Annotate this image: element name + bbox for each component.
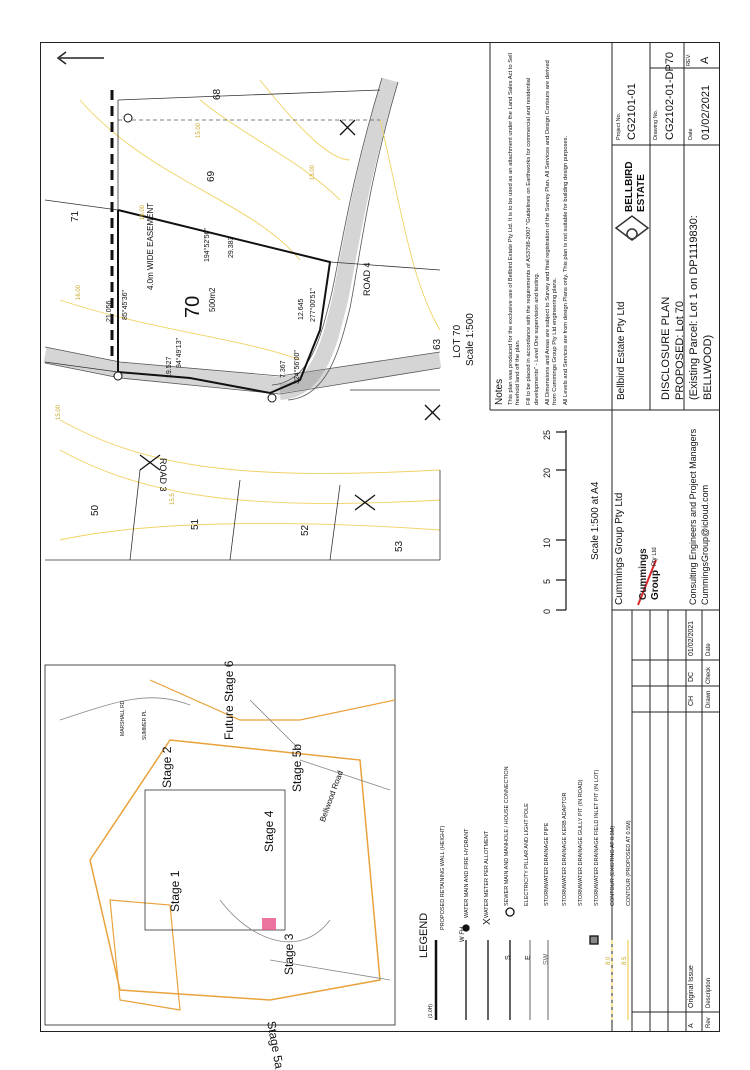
contour-label-5: 15.5 [170,493,176,505]
legend-symbol-4: S [505,955,512,960]
stage-5a-label: Stage 5a [264,1020,287,1070]
notes-heading: Notes [494,378,505,405]
plan-title: DISCLOSURE PLAN [660,296,672,400]
locality-plan [45,665,395,1025]
rev-row-date: 01/02/2021 [688,620,695,656]
dim-21-056: 21.056 [106,300,113,322]
scale-bar [556,430,566,610]
legend-title: LEGEND [418,912,430,958]
company-desc: Consulting Engineers and Project Managers [688,428,698,605]
legend-item-1: PROPOSED RETAINING WALL (HEIGHT) [440,825,446,930]
contour-label-3: 16.00 [140,204,146,220]
lot-63: 63 [432,338,443,350]
bellbird-logo-text-2: ESTATE [636,174,647,212]
company-logo-line2: Group [650,570,661,600]
note-3: All Dimensions and Areas are subject to Survey and final registration of the Survey Plan. All Services and Design Contours are derived from Cummings Group Pty Ltd engineering plans. [544,60,559,405]
scale-caption: Scale 1:500 at A4 [590,481,601,560]
rev-row-drawn: CH [688,695,695,706]
north-arrow-icon [58,52,104,64]
lot-scale: Scale 1:500 [465,313,476,366]
project-no: CG2101-01 [626,83,638,140]
scale-tick-0: 0 [542,608,552,614]
dim-bearing-3: 277°00'51" [310,288,317,322]
road-summer: SUMMER PL [142,710,148,740]
rev-row-desc: Original Issue [688,965,695,1008]
rev-value: A [699,56,711,64]
dim-bearing-2: 194°52'56" [204,228,211,262]
legend-item-9: STORMWATER DRAINAGE FIELD INLET PIT (IN LOT) [594,769,600,906]
dim-bearing-5: 94°49'13" [176,338,183,368]
dim-29-383: 29.383 [228,236,235,258]
easement-label: 4.0m WIDE EASEMENT [146,202,155,290]
notes-body [508,50,571,405]
stage-6-label: Future Stage 6 [222,660,236,740]
lot-68: 68 [212,88,223,100]
stage-5b-label: Stage 5b [290,743,304,792]
lot-51: 51 [190,518,201,530]
lot-title: LOT 70 [452,324,463,358]
legend-item-3: WATER METER PER ALLOTMENT [484,830,490,918]
company-name: Cummings Group Pty Ltd [614,492,625,605]
rev-row-check: DC [688,671,695,682]
lot-70-highlight [262,918,276,930]
client-name: Bellbird Estate Pty Ltd [616,301,627,400]
road-bellwood: Bellwood Road [318,769,345,824]
note-2: Fill to be placed in accordance with the requirements of AS3798-2007 "Guidelines on Earthworks for commercial and residential developments" - Level One supervision and testing. [526,77,540,405]
note-4: All Levels and Services are from design Plans only. This plan is not suitable for building design purposes. [563,135,570,405]
contour-label-1: 15.00 [196,122,202,138]
drawing-no-label: Drawing No. [653,109,659,140]
legend-item-8: STORMWATER DRAINAGE GULLY PIT (IN ROAD) [578,779,584,906]
stage-4-label: Stage 4 [262,810,276,852]
bellbird-logo-text-1: BELLBIRD [624,161,635,212]
rev-row-rev: A [688,1023,695,1028]
legend-item-11: CONTOUR (PROPOSED AT 0.5M) [626,820,632,906]
road-marshall: MARSHALL RD [120,700,126,736]
company-logo-line3: Pty Ltd [652,547,658,566]
legend-symbol-2: W FH [460,926,466,942]
scale-tick-5: 5 [542,578,552,584]
legend-item-10: CONTOUR (EXISTING AT 0.5M) [610,825,616,906]
legend-item-6: STORMWATER DRAINAGE PIPE [544,822,550,906]
stage-1-label: Stage 1 [168,870,182,912]
contour-label-2: 15.00 [56,404,62,420]
legend-item-5: ELECTRICITY PILLAR AND LIGHT POLE [524,803,530,906]
existing-parcel: (Existing Parcel: Lot 1 on DP1119830: [688,215,700,400]
lot-71: 71 [70,210,81,222]
legend-symbol-11: 8.5 [622,956,628,965]
stage-2-label: Stage 2 [160,746,174,788]
dim-7-367: 7.367 [280,360,287,378]
dim-bearing-4: 324°56'00" [294,350,301,384]
road-3-label: ROAD 3 [158,458,168,492]
scale-tick-25: 25 [542,429,552,440]
lot-number: 70 [182,295,204,318]
contour-label-6: 16.00 [76,284,82,300]
company-email: CummingsGroup@icloud.com [700,484,710,605]
lot-69: 69 [206,170,217,182]
check-header: Check [706,666,712,684]
legend-symbol-10: 8.0 [606,956,612,965]
rev-header: Rev [706,1017,712,1028]
road-4-label: ROAD 4 [362,262,372,296]
scale-tick-20: 20 [542,467,552,478]
legend-symbol-6: SW [543,953,550,965]
proposed-lot: PROPOSED: Lot 70 [674,300,686,400]
scale-tick-10: 10 [542,537,552,548]
dim-19-527: 19.527 [166,356,173,378]
desc-header: Description [706,977,712,1008]
legend-symbol-3: X [482,918,493,925]
legend-item-2: WATER MAIN AND FIRE HYDRANT [464,828,470,918]
drawing-no: CG2102-01-DP70 [664,51,676,140]
legend-symbols [436,908,628,1020]
date-label: Date [688,128,694,140]
legend-item-4: SEWER MAIN AND MANHOLE / HOUSE CONNECTION [504,766,510,906]
legend-item-7: STORMWATER DRAINAGE KERB ADAPTOR [562,792,568,906]
dim-bearing-1: 85°45'36" [122,290,129,320]
rev-label: REV. [686,53,692,66]
date-value: 01/02/2021 [700,84,712,140]
drawn-header: Drawn [706,690,712,708]
lot-52: 52 [300,524,311,536]
lot-50: 50 [90,504,101,516]
lot-area: 500m2 [208,287,217,312]
road-4 [272,78,398,400]
dim-12-645: 12.645 [298,298,305,320]
note-1: This plan was produced for the exclusive use of Bellbird Estate Pty Ltd. It is to be used as an attachment under the Land Sales Act to Sell freehold land off the plan. [508,53,522,405]
lot-53: 53 [394,540,405,552]
date-header: Date [706,643,712,656]
company-logo-line1: Cummings [638,548,649,600]
legend-symbol-1: (1.0H) [428,1004,434,1018]
legend-symbol-5: E [525,955,532,960]
bellbird-logo-icon [616,216,648,240]
contour-label-4: 15.00 [310,164,316,180]
stage-3-label: Stage 3 [282,933,296,975]
existing-parcel-2: BELLWOOD) [702,334,714,400]
project-no-label: Project No. [616,112,622,140]
